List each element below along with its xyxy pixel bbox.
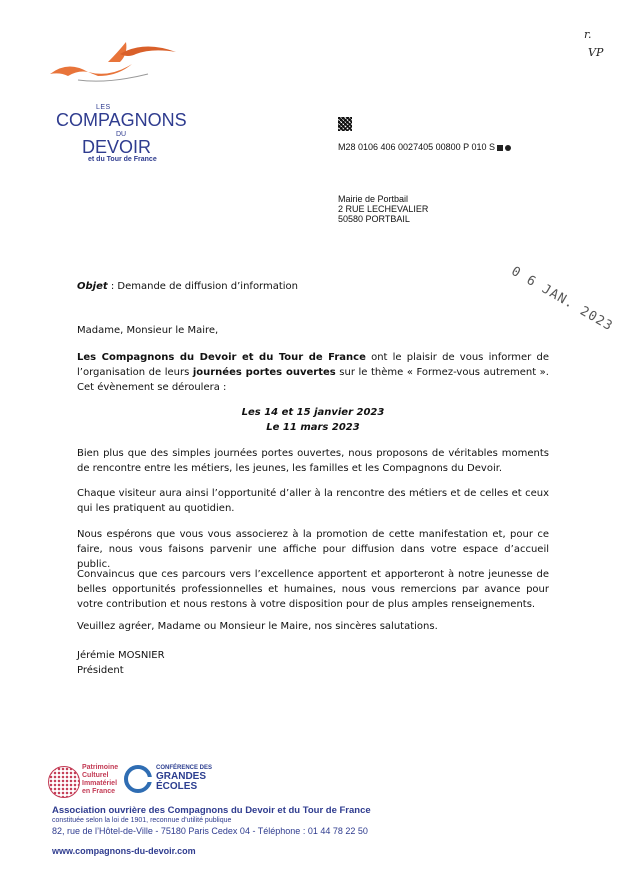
intro-text-1: ont le plaisir de vous informer de l’organisation de leurs [77,352,549,378]
handwritten-annotation-2: VP [588,46,604,59]
letter-subject [77,279,549,294]
association-name: Association ouvrière des Compagnons du Devoir et du Tour de France [52,805,371,816]
subject-label: Objet [77,281,108,292]
paragraph-3-text: Chaque visiteur aura ainsi l’opportunité d’aller à la rencontre des métiers et de celles et ceux qui les pratiquent au quotidien. [77,488,549,514]
pci-line: Culturel [82,772,109,779]
pci-label [82,764,118,796]
logo-les: LES [96,104,111,111]
intro-bold-org: Les Compagnons du Devoir et du Tour de France [77,352,366,363]
cge-big-text-1: GRANDES [156,771,207,782]
logo-compagnons: COMPAGNONS [56,110,187,130]
cge-label [156,764,212,792]
pci-line: Immatériel [82,780,118,787]
pci-logo-icon [48,766,80,798]
square-icon [497,145,503,151]
handwritten-annotation-1: r. [584,28,592,41]
intro-text-2: sur le thème « Formez-vous autrement ». Cet évènement se déroulera : [77,367,549,393]
event-date-2: Le 11 mars 2023 [266,422,360,433]
recipient-line: Mairie de Portbail [338,194,409,204]
paragraph-2-text: Bien plus que des simples journées portes ouvertes, nous proposons de véritables moments de rencontre entre les métiers, les jeunes, les familles et les Compagnons du Devoir. [77,448,549,474]
cge-logo-icon [124,765,152,793]
datamatrix-icon [338,117,352,131]
intro-bold-event: journées portes ouvertes [192,367,336,378]
mailing-code-text: M28 0106 406 0027405 00800 P 010 S [338,142,495,152]
closing-formula [77,619,549,634]
pci-line: Patrimoine [82,764,119,771]
association-address: 82, rue de l’Hôtel-de-Ville - 75180 Paris Cedex 04 - Téléphone : 01 44 78 22 50 [52,826,368,836]
closing-formula-text: Veuillez agréer, Madame ou Monsieur le Maire, nos sincères salutations. [77,621,438,632]
event-dates [77,405,549,435]
paragraph-5 [77,567,549,612]
pci-line: en France [82,788,116,795]
mailing-code [338,142,511,152]
website-link[interactable]: www.compagnons-du-devoir.com [52,846,196,856]
paragraph-2 [77,446,549,476]
recipient-address [338,194,428,224]
paragraph-3 [77,486,549,516]
logo-birds-icon [48,34,178,94]
received-date-stamp: 0 6 JAN. 2023 [508,264,616,335]
subject-text: : Demande de diffusion d’information [107,281,299,292]
dot-icon [505,145,511,151]
cge-small-text: CONFÉRENCE DES [156,765,213,771]
paragraph-intro [77,350,549,395]
logo-du: DU [116,131,127,138]
footer-info [52,805,371,857]
signer-title: Président [77,665,124,676]
association-legal: constituée selon la loi de 1901, reconnue d’utilité publique [52,817,232,824]
salutation: Madame, Monsieur le Maire, [77,325,219,336]
logo-tagline: et du Tour de France [88,156,157,163]
event-date-1: Les 14 et 15 janvier 2023 [241,407,385,418]
cge-big-text-2: ÉCOLES [156,781,198,792]
signature-block [77,648,549,678]
recipient-line: 50580 PORTBAIL [338,214,410,224]
paragraph-5-text: Convaincus que ces parcours vers l’excellence apportent et apporteront à notre jeunesse de belles opportunités professionnelles et humaines, nous vous remercions par avance pour votre contribution et nous restons à votre disposition pour de plus amples renseignements. [77,569,549,610]
paragraph-4-text: Nous espérons que vous vous associerez à la promotion de cette manifestation et, pour ce faire, nous vous faisons parvenir une affiche pour diffusion dans votre espace d’accueil public. [77,529,549,570]
paragraph-4 [77,527,549,572]
logo-devoir: DEVOIR [82,137,152,157]
signer-name: Jérémie MOSNIER [77,650,165,661]
recipient-line: 2 RUE LECHEVALIER [338,204,429,214]
